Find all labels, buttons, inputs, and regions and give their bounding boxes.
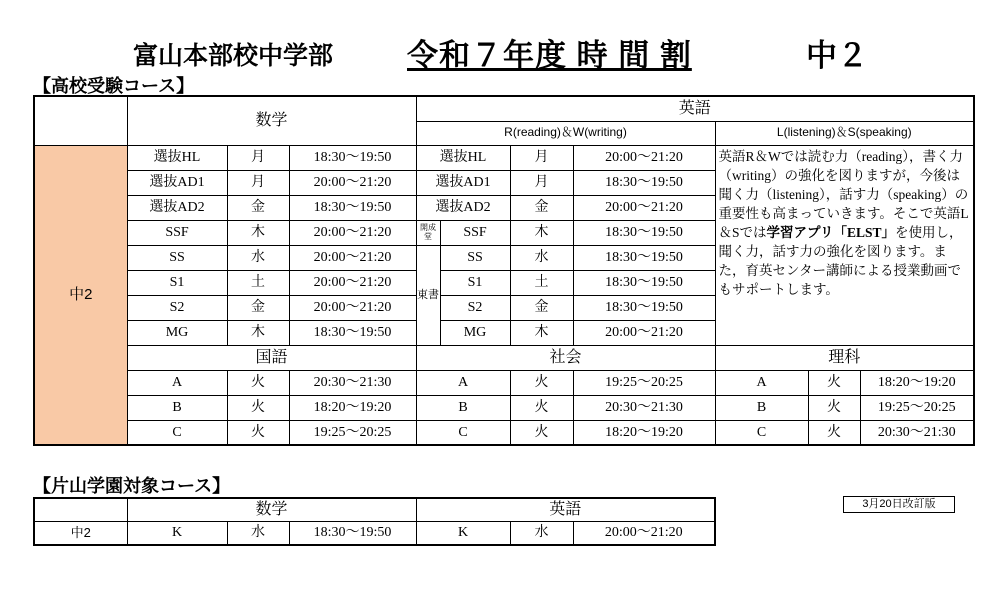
table-row (34, 521, 715, 545)
math-day: 土 (227, 270, 289, 295)
math-class: SSF (127, 220, 227, 245)
math-day: 水 (227, 245, 289, 270)
science-day: 火 (808, 395, 860, 420)
social-time: 18:20～19:20 (573, 420, 715, 445)
math-time: 18:30～19:50 (289, 145, 416, 170)
corner-cell (34, 96, 127, 145)
japanese-header: 国語 (127, 345, 416, 370)
math-time: 18:30～19:50 (289, 195, 416, 220)
japanese-day: 火 (227, 420, 289, 445)
english-header: 英語 (416, 96, 974, 121)
social-time: 19:25～20:25 (573, 370, 715, 395)
table-row (34, 420, 974, 445)
note-text-end: を使用し，聞く力，話す力の強化を図ります。また，育英センター講師による授業動画でもサポートします。 (718, 224, 963, 297)
page-title: 令和７年度 時 間 割 (407, 38, 692, 73)
english-day: 金 (510, 295, 573, 320)
room-higashi: 東書 (416, 245, 440, 345)
math-class: 選抜HL (127, 145, 227, 170)
math-class: 選抜AD2 (127, 195, 227, 220)
table-row (34, 370, 974, 395)
japanese-class: B (127, 395, 227, 420)
math-header: 数学 (127, 498, 416, 521)
social-class: C (416, 420, 510, 445)
math-day: 水 (227, 521, 289, 545)
english-day: 金 (510, 195, 573, 220)
math-day: 月 (227, 145, 289, 170)
english-day: 月 (510, 170, 573, 195)
english-header: 英語 (416, 498, 715, 521)
grade-cell: 中2 (34, 521, 127, 545)
math-time: 20:00～21:20 (289, 245, 416, 270)
page-header (0, 30, 1000, 73)
social-header: 社会 (416, 345, 715, 370)
japanese-time: 20:30～21:30 (289, 370, 416, 395)
math-time: 20:00～21:20 (289, 270, 416, 295)
math-header: 数学 (127, 96, 416, 145)
math-time: 20:00～21:20 (289, 220, 416, 245)
timetable-main (33, 95, 975, 446)
math-class: MG (127, 320, 227, 345)
math-class: 選抜AD1 (127, 170, 227, 195)
english-ls-header: L(listening)＆S(speaking) (715, 121, 974, 145)
social-day: 火 (510, 420, 573, 445)
science-time: 18:20～19:20 (860, 370, 974, 395)
science-time: 20:30～21:30 (860, 420, 974, 445)
course1-label: 【高校受験コース】 (33, 76, 195, 96)
timetable-katayama (33, 497, 716, 546)
grade-cell: 中2 (34, 145, 127, 445)
english-time: 18:30～19:50 (573, 220, 715, 245)
english-time: 20:00～21:20 (573, 145, 715, 170)
math-time: 20:00～21:20 (289, 170, 416, 195)
english-class: SS (440, 245, 510, 270)
social-day: 火 (510, 395, 573, 420)
english-day: 月 (510, 145, 573, 170)
science-class: B (715, 395, 808, 420)
room-kaizuka: 開成堂 (416, 220, 440, 245)
math-class: K (127, 521, 227, 545)
english-time: 20:00～21:20 (573, 195, 715, 220)
course2-label: 【片山学園対象コース】 (33, 476, 231, 496)
english-class: K (416, 521, 510, 545)
math-day: 木 (227, 320, 289, 345)
english-time: 18:30～19:50 (573, 295, 715, 320)
social-class: A (416, 370, 510, 395)
grade-title: 中２ (806, 38, 868, 73)
school-name: 富山本部校中学部 (133, 42, 334, 70)
english-time: 18:30～19:50 (573, 170, 715, 195)
revision-badge: 3月20日改訂版 (843, 496, 955, 513)
english-ls-note (715, 145, 974, 345)
math-time: 20:00～21:20 (289, 295, 416, 320)
math-time: 18:30～19:50 (289, 320, 416, 345)
math-time: 18:30～19:50 (289, 521, 416, 545)
math-class: SS (127, 245, 227, 270)
english-class: S1 (440, 270, 510, 295)
social-class: B (416, 395, 510, 420)
social-day: 火 (510, 370, 573, 395)
math-day: 金 (227, 195, 289, 220)
english-day: 水 (510, 521, 573, 545)
english-day: 土 (510, 270, 573, 295)
english-class: 選抜AD1 (416, 170, 510, 195)
english-time: 18:30～19:50 (573, 245, 715, 270)
science-time: 19:25～20:25 (860, 395, 974, 420)
corner-cell (34, 498, 127, 521)
note-app-name: 学習アプリ「ELST」 (766, 224, 896, 240)
table-row (34, 145, 974, 170)
english-class: SSF (440, 220, 510, 245)
japanese-day: 火 (227, 370, 289, 395)
english-class: 選抜HL (416, 145, 510, 170)
science-day: 火 (808, 370, 860, 395)
english-time: 18:30～19:50 (573, 270, 715, 295)
science-header: 理科 (715, 345, 974, 370)
math-day: 月 (227, 170, 289, 195)
table-row (34, 395, 974, 420)
note-text-start: 英語R＆Wでは読む力（reading），書く力（writing）の強化を図りますが，今後は聞く力（listening），話す力（speaking）の重要性も高まっていきます。そこで英語L＆Sでは (718, 148, 969, 240)
english-day: 木 (510, 320, 573, 345)
english-day: 木 (510, 220, 573, 245)
english-time: 20:00～21:20 (573, 320, 715, 345)
japanese-class: A (127, 370, 227, 395)
math-day: 金 (227, 295, 289, 320)
japanese-day: 火 (227, 395, 289, 420)
math-day: 木 (227, 220, 289, 245)
english-rw-header: R(reading)＆W(writing) (416, 121, 715, 145)
math-class: S2 (127, 295, 227, 320)
science-class: A (715, 370, 808, 395)
english-time: 20:00～21:20 (573, 521, 715, 545)
english-class: MG (440, 320, 510, 345)
math-class: S1 (127, 270, 227, 295)
science-class: C (715, 420, 808, 445)
english-class: S2 (440, 295, 510, 320)
japanese-time: 18:20～19:20 (289, 395, 416, 420)
english-class: 選抜AD2 (416, 195, 510, 220)
japanese-class: C (127, 420, 227, 445)
japanese-time: 19:25～20:25 (289, 420, 416, 445)
english-day: 水 (510, 245, 573, 270)
science-day: 火 (808, 420, 860, 445)
social-time: 20:30～21:30 (573, 395, 715, 420)
